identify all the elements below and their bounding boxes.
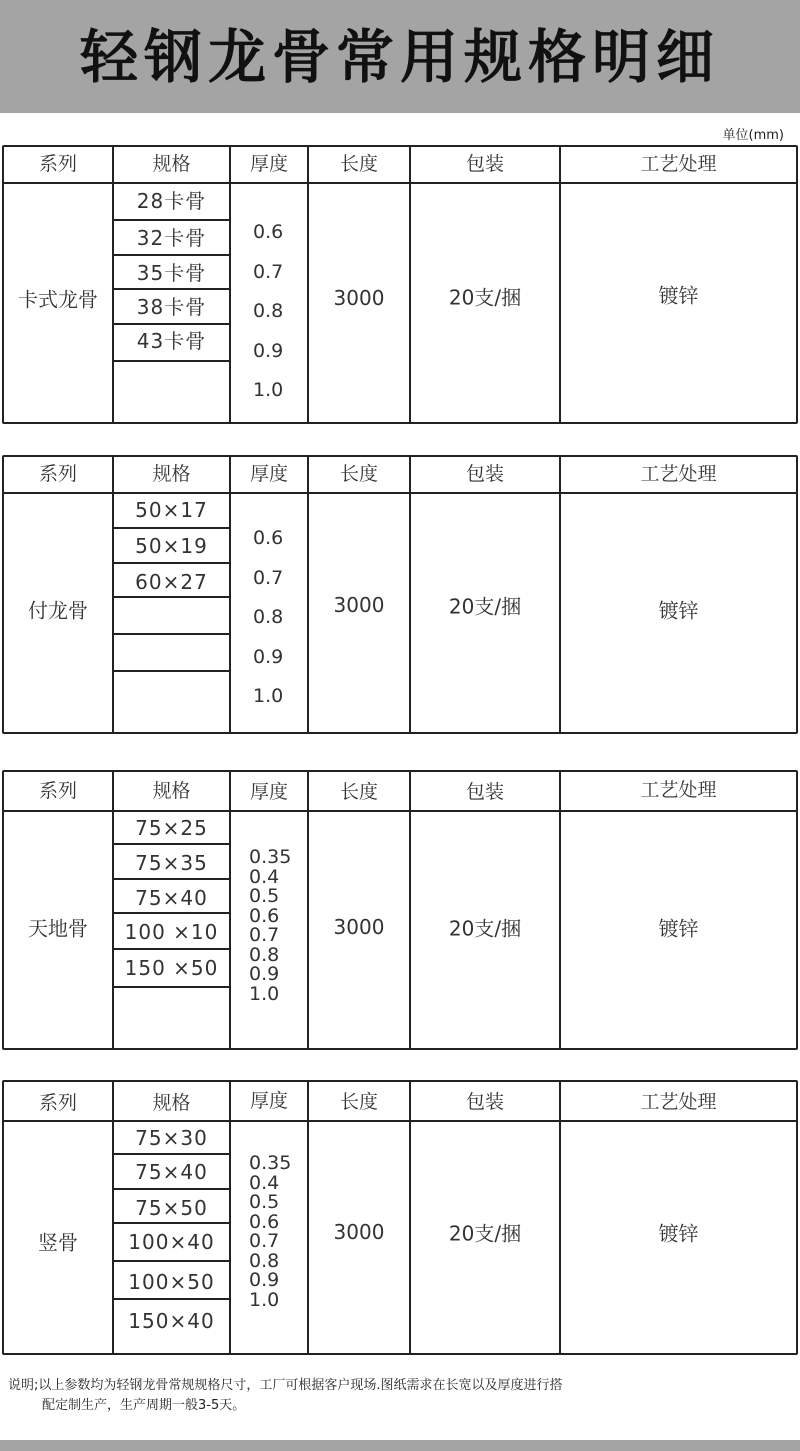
- spec-cell: 60×27: [114, 564, 229, 598]
- spec-table: [2, 770, 798, 1050]
- series-name: 卡式龙骨: [18, 287, 98, 312]
- thickness-list: [231, 519, 309, 717]
- header-series: 系列: [38, 463, 77, 485]
- table-header: [4, 772, 796, 812]
- thickness-value: 0.5: [249, 1191, 280, 1213]
- header-process: 工艺处理: [640, 779, 717, 801]
- spec-cell: 75×25: [114, 812, 229, 845]
- process-value: 镀锌: [658, 916, 699, 941]
- thickness-value: 0.4: [249, 1171, 280, 1194]
- header-package: 包装: [465, 463, 504, 485]
- thickness-value: 0.9: [253, 339, 284, 362]
- process-value: 镀锌: [658, 1221, 699, 1246]
- header-package: 包装: [465, 781, 504, 803]
- package-value: 20支/捆: [448, 285, 522, 310]
- thickness-value: 1.0: [253, 379, 284, 401]
- spec-cell: 35卡骨: [114, 256, 229, 290]
- page-title: 轻钢龙骨常用规格明细: [79, 22, 720, 91]
- thickness-value: 0.5: [249, 885, 280, 907]
- package-value: 20支/捆: [448, 916, 522, 941]
- spec-cell: 28卡骨: [114, 184, 229, 221]
- thickness-value: 0.9: [249, 963, 280, 985]
- thickness-value: 0.6: [249, 1210, 280, 1233]
- footnote: [8, 1376, 563, 1416]
- header-spec: 规格: [152, 153, 191, 175]
- process-value: 镀锌: [658, 283, 699, 308]
- thickness-value: 0.7: [253, 566, 284, 589]
- column-divider: [559, 772, 561, 1048]
- thickness-value: 0.35: [249, 846, 292, 868]
- thickness-value: 0.6: [253, 527, 284, 549]
- process-value: 镀锌: [658, 598, 699, 623]
- thickness-value: 0.8: [249, 1249, 280, 1272]
- thickness-value: 0.7: [253, 260, 284, 283]
- series-name: 付龙骨: [28, 598, 88, 623]
- length-value: 3000: [333, 286, 385, 310]
- thickness-value: 0.9: [253, 645, 284, 668]
- thickness-value: 0.35: [249, 1152, 292, 1174]
- series-name: 天地骨: [28, 916, 88, 941]
- header-thickness: 厚度: [249, 1090, 288, 1112]
- spec-cell: 150 ×50: [114, 950, 229, 988]
- header-thickness: 厚度: [249, 781, 288, 803]
- thickness-value: 0.4: [249, 865, 280, 888]
- spec-cell: 50×17: [114, 494, 229, 529]
- package-value: 20支/捆: [448, 594, 522, 619]
- spec-cell: 75×35: [114, 845, 229, 880]
- thickness-value: 1.0: [249, 1288, 280, 1311]
- bottom-banner: [0, 1440, 800, 1451]
- table-header: [4, 147, 796, 184]
- header-package: 包装: [465, 153, 504, 175]
- header-thickness: 厚度: [249, 153, 288, 175]
- thickness-value: 0.7: [249, 1230, 280, 1252]
- spec-cell: 75×30: [114, 1122, 229, 1155]
- footnote-line: 说明;以上参数均为轻钢龙骨常规规格尺寸，工厂可根据客户现场.图纸需求在长宽以及厚度进行搭: [8, 1378, 563, 1393]
- header-spec: 规格: [152, 1092, 191, 1114]
- header-spec: 规格: [152, 780, 191, 802]
- header-process: 工艺处理: [640, 463, 717, 485]
- header-process: 工艺处理: [640, 153, 717, 175]
- header-package: 包装: [465, 1091, 504, 1113]
- series-name: 竖骨: [38, 1230, 78, 1255]
- column-divider: [409, 772, 411, 1048]
- thickness-value: 0.8: [253, 606, 284, 628]
- column-divider: [307, 1082, 309, 1353]
- spec-cell: 75×40: [114, 1155, 229, 1190]
- header-thickness: 厚度: [249, 463, 288, 485]
- spec-cell: 43卡骨: [114, 325, 229, 362]
- column-divider: [307, 772, 309, 1048]
- header-series: 系列: [38, 1092, 77, 1114]
- column-divider: [229, 1082, 231, 1353]
- thickness-list: [231, 213, 309, 411]
- spec-cell: [114, 598, 229, 635]
- header-series: 系列: [38, 780, 77, 802]
- thickness-list: [249, 848, 291, 1004]
- spec-table: [2, 1080, 798, 1355]
- header-length: 长度: [339, 463, 378, 485]
- title-banner: [0, 0, 800, 113]
- spec-cell: 75×40: [114, 880, 229, 914]
- thickness-value: 1.0: [249, 982, 280, 1005]
- spec-cell: 50×19: [114, 529, 229, 564]
- header-process: 工艺处理: [640, 1091, 717, 1113]
- spec-cell: 100 ×10: [114, 914, 229, 950]
- spec-cell: 38卡骨: [114, 290, 229, 325]
- length-value: 3000: [333, 593, 385, 617]
- thickness-value: 0.6: [253, 221, 284, 243]
- spec-table: [2, 455, 798, 734]
- column-divider: [229, 772, 231, 1048]
- thickness-value: 0.9: [249, 1269, 280, 1291]
- table-header: [4, 457, 796, 494]
- thickness-list: [249, 1154, 291, 1310]
- spec-cell: 100×40: [114, 1224, 229, 1262]
- spec-cell: 150×40: [128, 1309, 215, 1333]
- header-series: 系列: [38, 153, 77, 175]
- spec-cell: 75×50: [114, 1190, 229, 1224]
- length-value: 3000: [333, 1220, 385, 1244]
- footnote-line: 配定制生产，生产周期一般3-5天。: [42, 1398, 246, 1413]
- spec-cell: 100×50: [114, 1262, 229, 1300]
- unit-label: 单位(mm): [722, 128, 784, 143]
- length-value: 3000: [333, 915, 385, 939]
- header-length: 长度: [339, 781, 378, 803]
- thickness-value: 0.8: [249, 943, 280, 966]
- table-header: [4, 1082, 796, 1122]
- header-length: 长度: [339, 1091, 378, 1113]
- thickness-value: 0.7: [249, 924, 280, 946]
- spec-cell: 32卡骨: [114, 221, 229, 256]
- thickness-value: 1.0: [253, 685, 284, 707]
- spec-cell: [114, 635, 229, 672]
- thickness-value: 0.8: [253, 300, 284, 322]
- spec-table: [2, 145, 798, 424]
- thickness-value: 0.6: [249, 904, 280, 927]
- package-value: 20支/捆: [448, 1221, 522, 1246]
- header-spec: 规格: [152, 463, 191, 485]
- header-length: 长度: [339, 153, 378, 175]
